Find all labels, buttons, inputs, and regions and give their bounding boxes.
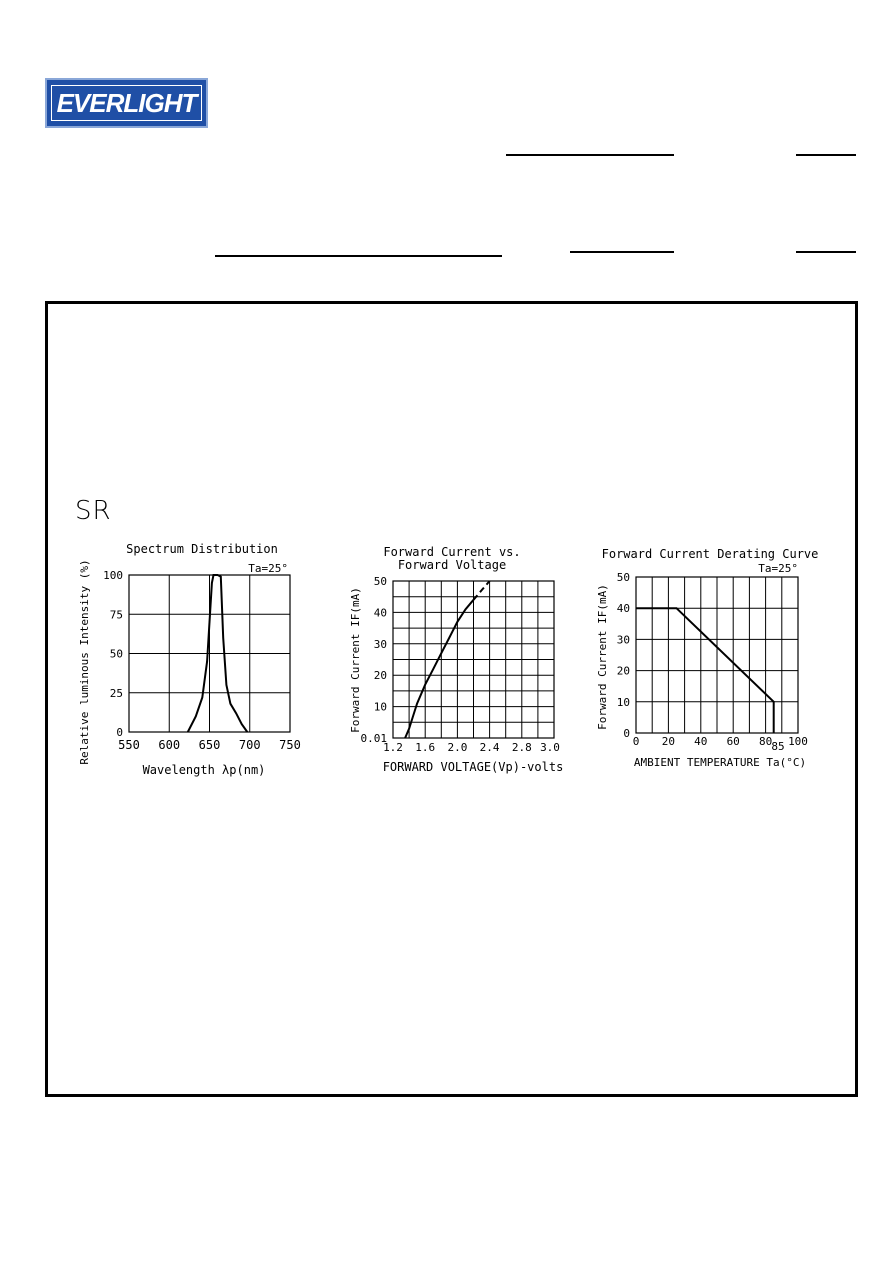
iv-ytick-label: 50	[373, 575, 387, 588]
spectrum-grid	[129, 575, 290, 732]
derating-xtick-label: 60	[726, 735, 740, 748]
derating-xtick-label: 80	[758, 735, 773, 748]
spectrum-xtick-label: 700	[238, 738, 261, 752]
spectrum-condition: Ta=25°	[248, 562, 288, 575]
derating-xtick-label: 20	[661, 735, 676, 748]
iv-xlabel: FORWARD VOLTAGE(Vp)-volts	[382, 760, 564, 774]
iv-xtick-label: 2.0	[447, 741, 468, 754]
derating-ytick-label: 0	[623, 727, 630, 740]
spectrum-ytick-label: 50	[109, 647, 123, 661]
iv-xtick-label: 3.0	[540, 741, 560, 754]
iv-yticks	[361, 575, 388, 745]
spectrum-xtick-label: 550	[118, 738, 140, 752]
spectrum-xtick-label: 650	[198, 738, 221, 752]
iv-ytick-label: 10	[373, 700, 387, 714]
derating-xlabel: AMBIENT TEMPERATURE Ta(°C)	[633, 756, 807, 769]
spectrum-xtick-label: 600	[158, 738, 181, 752]
spectrum-xticks	[118, 738, 301, 752]
derating-title: Forward Current Derating Curve	[601, 547, 819, 561]
iv-ytick-label: 0.01	[360, 732, 387, 745]
spectrum-xlabel: Wavelength λp(nm)	[142, 763, 266, 777]
spectrum-ytick-label: 25	[109, 686, 123, 700]
spectrum-ytick-label: 0	[116, 726, 123, 739]
derating-ytick-label: 20	[616, 664, 630, 678]
derating-xtick-85: 85	[771, 740, 785, 753]
derating-ytick-label: 50	[616, 571, 630, 584]
iv-ytick-label: 20	[373, 669, 387, 683]
iv-xtick-label: 2.4	[479, 741, 500, 754]
iv-xtick-label: 2.8	[511, 741, 532, 754]
derating-condition: Ta=25°	[758, 562, 798, 575]
spectrum-ytick-label: 75	[109, 608, 123, 622]
iv-ytick-label: 30	[373, 637, 387, 651]
derating-ytick-label: 10	[616, 695, 630, 709]
spectrum-ylabel: Relative luminous Intensity (%)	[78, 559, 91, 765]
spectrum-yticks	[103, 569, 123, 739]
spectrum-chart	[78, 542, 301, 777]
derating-ylabel: Forward Current IF(mA)	[596, 584, 609, 730]
derating-ytick-label: 40	[616, 602, 630, 616]
spectrum-title: Spectrum Distribution	[126, 542, 278, 556]
section-label: SR	[75, 496, 112, 526]
iv-title-line1: Forward Current vs.	[383, 545, 521, 559]
iv-curve	[405, 600, 473, 738]
iv-ytick-label: 40	[373, 606, 387, 620]
spectrum-xtick-label: 750	[279, 738, 301, 752]
derating-yticks	[617, 571, 630, 740]
iv-xtick-label: 1.2	[383, 741, 403, 754]
iv-xticks	[383, 741, 560, 754]
iv-title-line2: Forward Voltage	[397, 558, 507, 572]
spectrum-ytick-label: 100	[103, 569, 123, 582]
derating-chart	[596, 547, 818, 769]
logo-text: EVERLIGHT	[56, 87, 197, 118]
derating-xtick-label: 40	[694, 735, 708, 748]
derating-ytick-label: 30	[616, 633, 630, 647]
iv-grid	[393, 581, 554, 738]
iv-xtick-label: 1.6	[415, 741, 436, 754]
derating-xtick-label: 100	[788, 735, 808, 748]
iv-chart	[349, 545, 563, 774]
iv-ylabel: Forward Current IF(mA)	[349, 587, 362, 733]
derating-xtick-label: 0	[632, 735, 640, 748]
